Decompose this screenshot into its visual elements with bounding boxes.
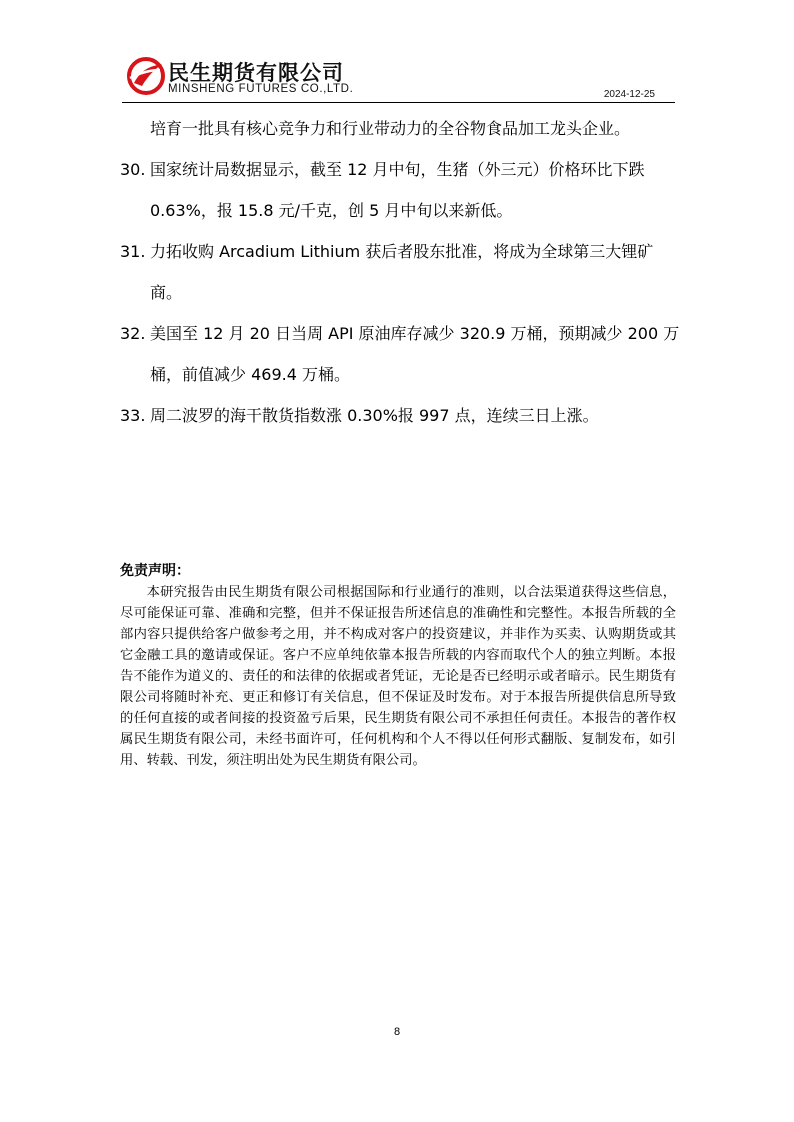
news-item-text: 力拓收购 Arcadium Lithium 获后者股东批准，将成为全球第三大锂矿商。	[150, 242, 654, 302]
news-item-text: 培育一批具有核心竞争力和行业带动力的全谷物食品加工龙头企业。	[150, 119, 631, 138]
report-date: 2024-12-25	[603, 89, 655, 100]
disclaimer-body: 本研究报告由民生期货有限公司根据国际和行业通行的准则，以合法渠道获得这些信息，尽可能保证可靠、准确和完整，但并不保证报告所述信息的准确性和完整性。本报告所载的全部内容只提供给客户做参考之用，并不构成对客户的投资建议，并非作为买卖、认购期货或其它金融工具的邀请或保证。客户不应单纯依靠本报告所载的内容而取代个人的独立判断。本报告不能作为道义的、责任的和法律的依据或者凭证，无论是否已经明示或者暗示。民生期货有限公司将随时补充、更正和修订有关信息，但不保证及时发布。对于本报告所提供信息所导致的任何直接的或者间接的投资盈亏后果，民生期货有限公司不承担任何责任。本报告的著作权属民生期货有限公司，未经书面许可，任何机构和个人不得以任何形式翻版、复制发布，如引用、转载、刊发，须注明出处为民生期货有限公司。	[120, 585, 676, 768]
news-item-text: 周二波罗的海干散货指数涨 0.30%报 997 点，连续三日上涨。	[150, 406, 599, 425]
news-item	[120, 149, 680, 231]
header-divider	[122, 102, 675, 103]
news-item-number: 30.	[120, 160, 146, 179]
news-item-number: 33.	[120, 406, 146, 425]
company-name-en: MINSHENG FUTURES CO.,LTD.	[168, 83, 354, 95]
news-list	[120, 108, 680, 436]
page-header	[122, 52, 675, 104]
news-item	[120, 313, 680, 395]
company-name-cn: 民生期货有限公司	[168, 61, 344, 85]
disclaimer-title: 免责声明：	[120, 563, 190, 579]
news-item	[120, 395, 680, 436]
news-item	[120, 231, 680, 313]
news-item-number: 32.	[120, 324, 146, 343]
news-item-number: 31.	[120, 242, 146, 261]
disclaimer-section	[120, 560, 676, 771]
news-item-text: 美国至 12 月 20 日当周 API 原油库存减少 320.9 万桶，预期减少 200 万桶，前值减少 469.4 万桶。	[150, 324, 680, 384]
company-logo-icon	[126, 56, 166, 96]
news-item-text: 国家统计局数据显示，截至 12 月中旬，生猪（外三元）价格环比下跌 0.63%，报 15.8 元/千克，创 5 月中旬以来新低。	[150, 160, 645, 220]
news-item-continued	[120, 108, 680, 149]
page-number: 8	[393, 1026, 401, 1038]
